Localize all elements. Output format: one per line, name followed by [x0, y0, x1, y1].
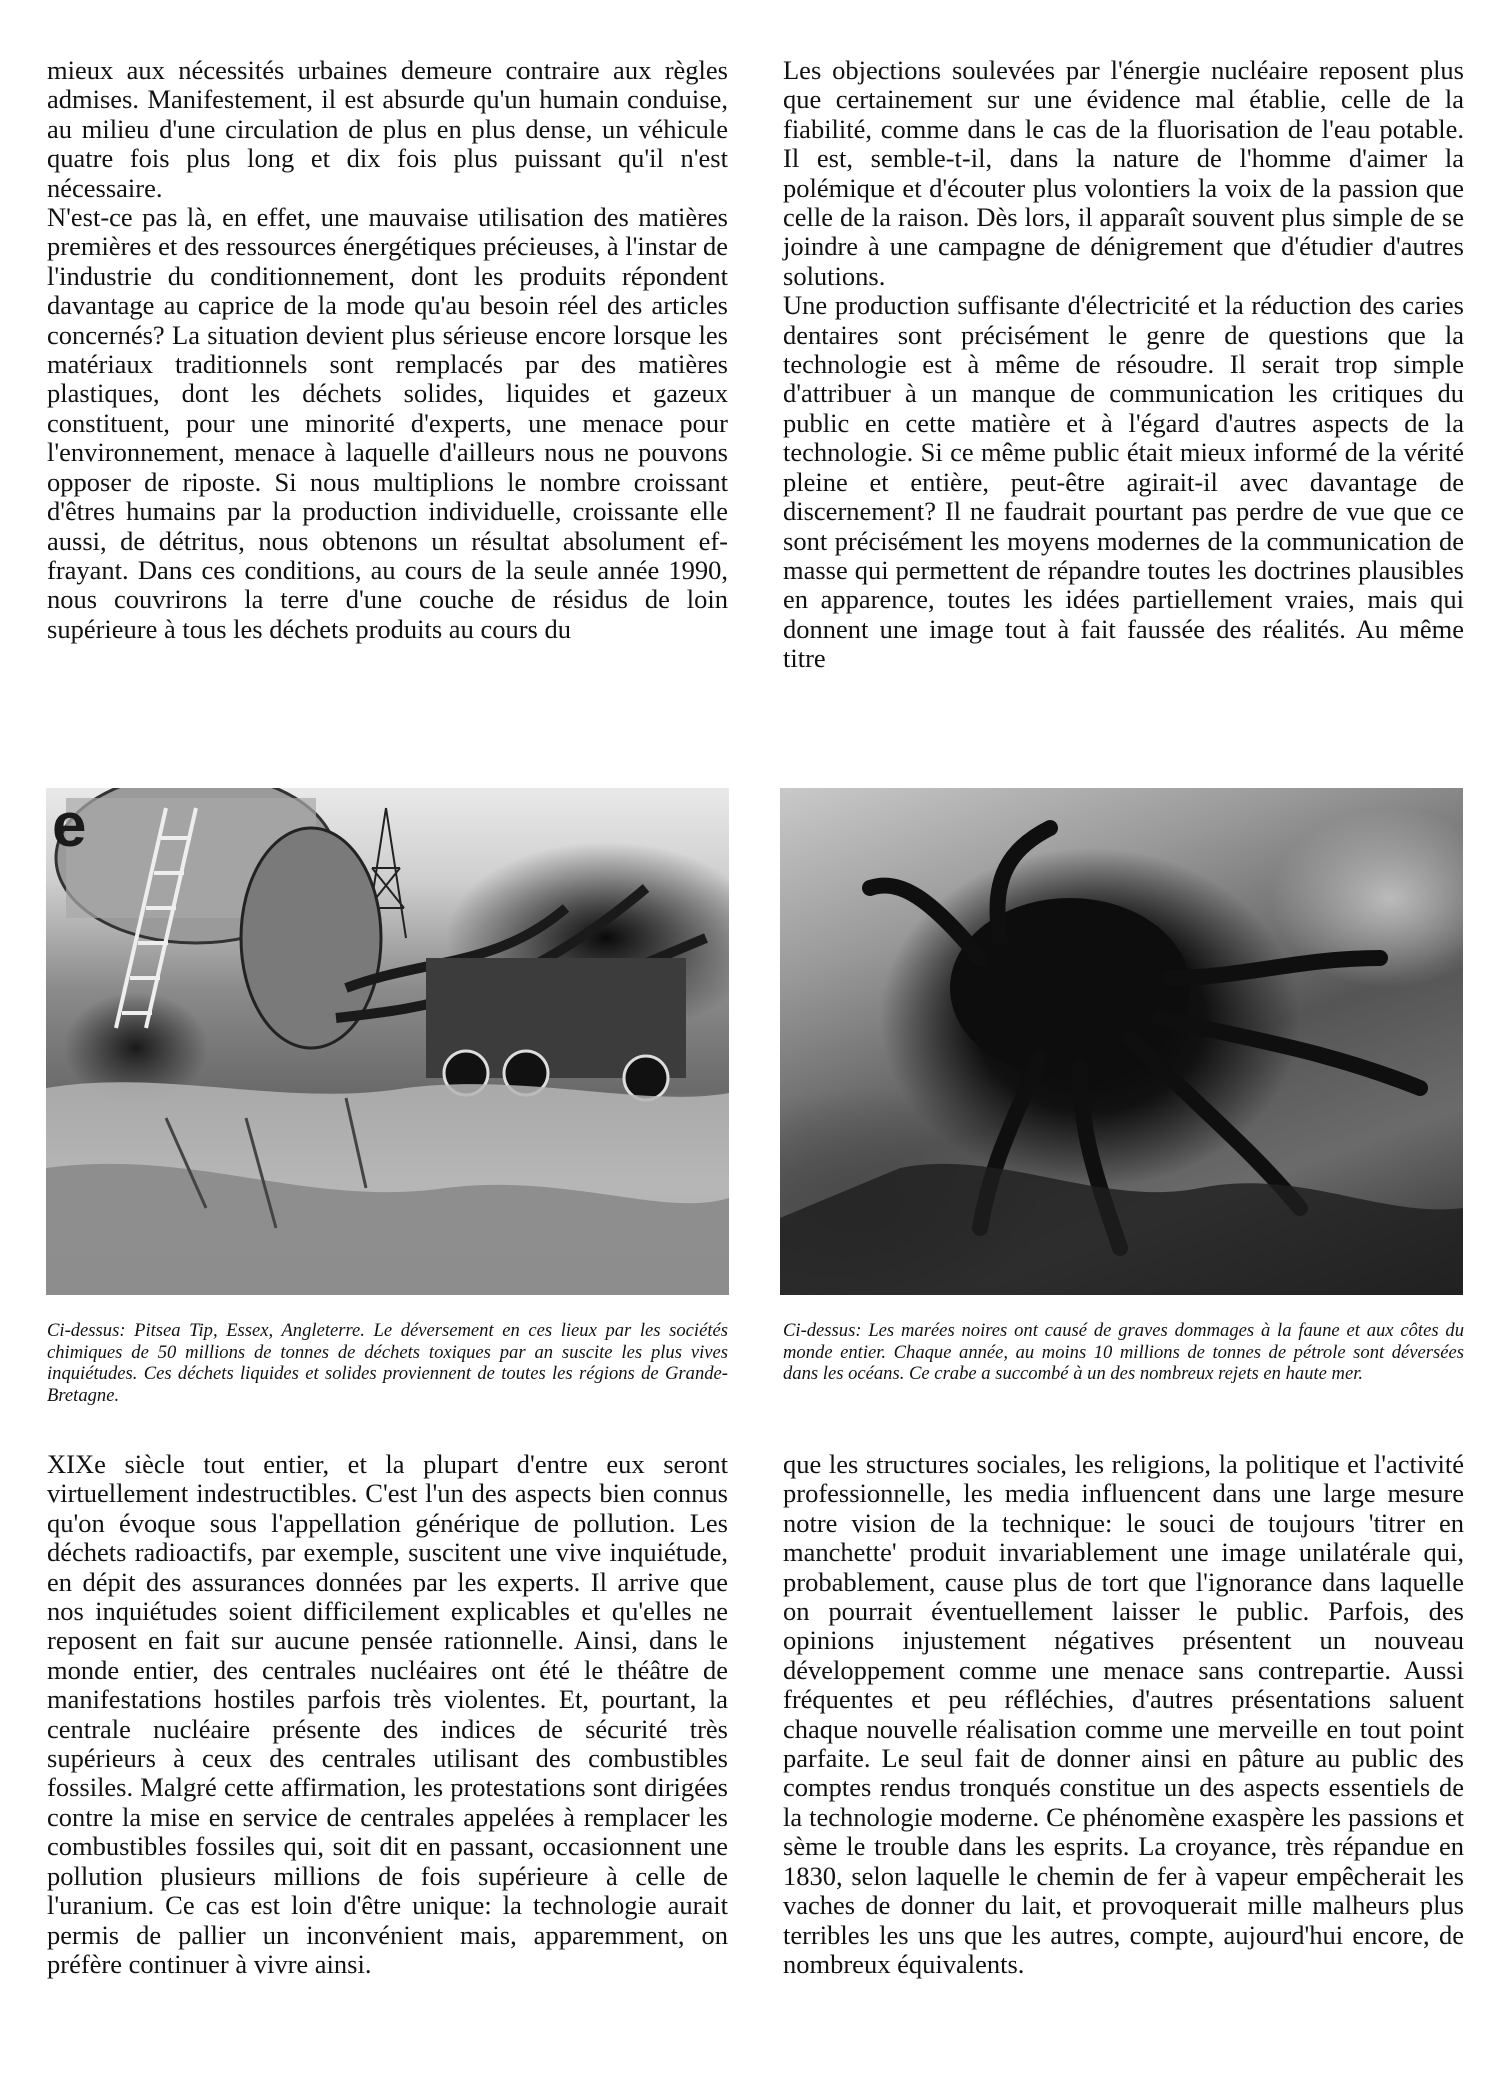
text-column-top-right — [783, 56, 1464, 674]
photo-crab-illustration — [780, 788, 1463, 1295]
paragraph: mieux aux nécessités urbaines demeure contraire aux règles admises. Manifestement, il est absurde qu'un humain conduise, au milieu d'une circulation de plus en plus dense, un véhicule quatre fois plus long et dix fois plus puissant qu'il n'est nécessaire. — [47, 55, 728, 203]
photo-caption-left: Ci-dessus: Pitsea Tip, Essex, Angleterre. Le déversement en ces lieux par les sociétés chimiques de 50 millions de tonnes de déchets toxiques par an suscite les plus vives inquiétudes. Ces déchets liquides et solides proviennent de toutes les régions de Grande-Bretagne. — [47, 1320, 728, 1406]
tanker-letter: e — [52, 791, 87, 860]
text-column-top-left — [47, 56, 728, 644]
paragraph: XIXe siècle tout entier, et la plupart d'entre eux seront virtuellement indestructibles. C'est l'un des aspects bien connus qu'on évoque sous l'appellation générique de pollution. Les déchets radioactifs, par exemple, suscitent une vive inquiétude, en dépit des assurances données par les experts. Il arrive que nos inquiétudes soient difficilement explicables et qu'elles ne reposent en fait sur aucune pensée rationnelle. Ainsi, dans le monde entier, des centrales nucléaires ont été le théâtre de manifestations hostiles parfois très violentes. Et, pourtant, la centrale nucléaire présente des indices de sécurité très supérieurs à ceux des centrales utilisant des combustibles fossiles. Malgré cette affirmation, les protestations sont dirigées contre la mise en service de centrales appelées à remplacer les combustibles fossiles qui, soit dit en passant, occasionnent une pollution plusieurs millions de fois supérieure à celle de l'uranium. Ce cas est loin d'être unique: la technologie aurait permis de pallier un inconvénient mais, apparemment, on préfère continuer à vivre ainsi. — [47, 1449, 728, 1979]
paragraph: Une production suffisante d'électricité et la réduction des caries dentaires sont précisément le genre de questions que la technologie est à même de résoudre. Il serait trop simple d'attribuer à un manque de communication les critiques du public en cette matière et à l'égard d'autres aspects de la technologie. Si ce même public était mieux informé de la vérité pleine et entière, peut-être agirait-il avec davantage de discernement? Il ne faudrait pourtant pas perdre de vue que ce sont précisément les moyens modernes de la communication de masse qui permettent de répandre toutes les doctrines plausibles en apparence, toutes les idées partiellement vraies, mais qui donnent une image tout à fait faussée des réalités. Au même titre — [783, 290, 1464, 674]
photo-pitsea-tip-tanker — [46, 788, 729, 1295]
photo-pitsea-illustration — [46, 788, 729, 1295]
text-column-bottom-left — [47, 1450, 728, 1979]
paragraph: Les objections soulevées par l'énergie nucléaire reposent plus que certainement sur une évidence mal établie, celle de la fiabilité, comme dans le cas de la fluorisation de l'eau potable. Il est, semble-t-il, dans la nature de l'homme d'aimer la polémique et d'écouter plus volontiers la voix de la passion que celle de la raison. Dès lors, il apparaît souvent plus simple de se joindre à une campagne de dénigrement que d'étudier d'autres solutions. — [783, 55, 1464, 291]
photo-caption-right: Ci-dessus: Les marées noires ont causé de graves dommages à la faune et aux côtes du monde entier. Chaque année, au moins 10 millions de tonnes de pétrole sont déversées dans les océans. Ce crabe a succombé à un des nombreux rejets en haute mer. — [783, 1320, 1464, 1384]
paragraph: que les structures sociales, les religions, la politique et l'activité professionnelle, les media influencent dans une large mesure notre vision de la technique: le souci de toujours 'titrer en manchette' produit invariablement une image unilatérale qui, probablement, cause plus de tort que l'ignorance dans laquelle on pourrait éventuellement laisser le public. Parfois, des opinions injustement négatives présentent un nouveau développement comme une menace sans contrepartie. Aussi fréquentes et peu réfléchies, d'autres présentations saluent chaque nouvelle réalisation comme une merveille en tout point parfaite. Le seul fait de donner ainsi en pâture au public des comptes rendus tronqués constitue un des aspects essentiels de la technologie moderne. Ce phénomène exaspère les passions et sème le trouble dans les esprits. La croyance, très répandue en 1830, selon laquelle le chemin de fer à vapeur empêcherait les vaches de donner du lait, et provoquerait mille malheurs plus terribles les uns que les autres, compte, aujourd'hui encore, de nombreux équivalents. — [783, 1449, 1464, 1979]
text-column-bottom-right — [783, 1450, 1464, 1979]
paragraph: N'est-ce pas là, en effet, une mauvaise utilisation des matières premières et des ressources énergétiques précieuses, à l'instar de l'industrie du conditionnement, dont les produits répondent davantage au caprice de la mode qu'au besoin réel des articles concernés? La situation devient plus sérieuse encore lorsque les matériaux traditionnels sont remplacés par des matières plastiques, dont les déchets solides, liquides et gazeux constituent, pour une minorité d'experts, une menace pour l'environnement, menace à laquelle d'ailleurs nous ne pouvons opposer de riposte. Si nous multiplions le nombre croissant d'êtres humains par la production individuelle, croissante elle aussi, de détritus, nous obtenons un résultat absolument effrayant. Dans ces conditions, au cours de la seule année 1990, nous couvrirons la terre d'une couche de résidus de loin supérieure à tous les déchets produits au cours du — [47, 202, 728, 644]
photo-dead-crab-oil — [780, 788, 1463, 1295]
